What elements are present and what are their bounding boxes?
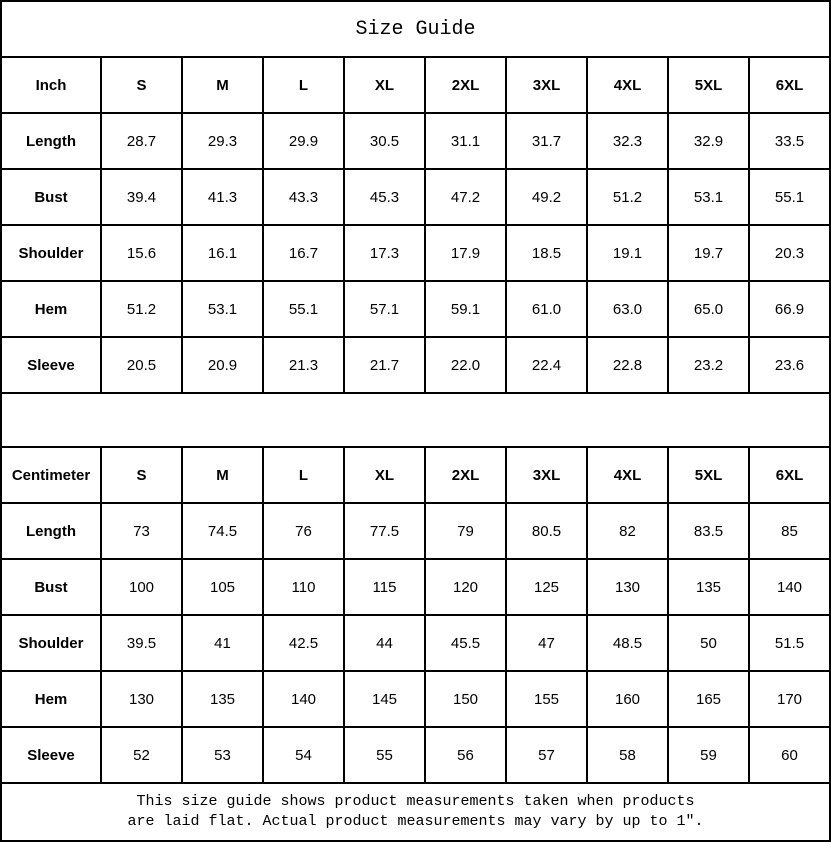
size-header-cell: S <box>101 447 182 503</box>
size-header-cell: 3XL <box>506 57 587 113</box>
size-value-cell: 21.7 <box>344 337 425 393</box>
size-value-cell: 30.5 <box>344 113 425 169</box>
size-value-cell: 130 <box>587 559 668 615</box>
row-label-cell: Bust <box>1 169 101 225</box>
size-value-cell: 19.7 <box>668 225 749 281</box>
centimeter-size-table <box>0 446 831 784</box>
size-value-cell: 51.2 <box>101 281 182 337</box>
size-value-cell: 32.9 <box>668 113 749 169</box>
size-header-cell: 6XL <box>749 57 830 113</box>
size-header-cell: 4XL <box>587 57 668 113</box>
row-label-cell: Bust <box>1 559 101 615</box>
size-value-cell: 16.7 <box>263 225 344 281</box>
table-row-sleeve <box>1 727 830 783</box>
row-label-cell: Hem <box>1 671 101 727</box>
size-value-cell: 45.5 <box>425 615 506 671</box>
size-value-cell: 135 <box>668 559 749 615</box>
table-spacer <box>0 394 831 446</box>
size-value-cell: 52 <box>101 727 182 783</box>
size-value-cell: 60 <box>749 727 830 783</box>
size-value-cell: 55.1 <box>263 281 344 337</box>
size-header-cell: M <box>182 57 263 113</box>
size-value-cell: 17.9 <box>425 225 506 281</box>
size-value-cell: 31.1 <box>425 113 506 169</box>
size-header-cell: 2XL <box>425 57 506 113</box>
footer-note <box>0 784 831 842</box>
footer-note-line1: This size guide shows product measurements taken when products <box>136 793 695 810</box>
table-row-length <box>1 503 830 559</box>
size-header-cell: 5XL <box>668 57 749 113</box>
row-label-cell: Sleeve <box>1 727 101 783</box>
row-label-cell: Shoulder <box>1 615 101 671</box>
size-value-cell: 31.7 <box>506 113 587 169</box>
size-value-cell: 32.3 <box>587 113 668 169</box>
size-value-cell: 29.3 <box>182 113 263 169</box>
size-value-cell: 160 <box>587 671 668 727</box>
size-value-cell: 39.5 <box>101 615 182 671</box>
size-value-cell: 59 <box>668 727 749 783</box>
table-row-shoulder <box>1 615 830 671</box>
size-value-cell: 22.4 <box>506 337 587 393</box>
size-value-cell: 120 <box>425 559 506 615</box>
size-value-cell: 165 <box>668 671 749 727</box>
size-value-cell: 61.0 <box>506 281 587 337</box>
size-value-cell: 130 <box>101 671 182 727</box>
size-value-cell: 150 <box>425 671 506 727</box>
size-value-cell: 23.6 <box>749 337 830 393</box>
size-value-cell: 39.4 <box>101 169 182 225</box>
size-value-cell: 53 <box>182 727 263 783</box>
size-header-cell: XL <box>344 57 425 113</box>
size-value-cell: 44 <box>344 615 425 671</box>
size-value-cell: 80.5 <box>506 503 587 559</box>
size-value-cell: 170 <box>749 671 830 727</box>
size-value-cell: 20.5 <box>101 337 182 393</box>
size-header-cell: L <box>263 57 344 113</box>
size-value-cell: 65.0 <box>668 281 749 337</box>
size-header-cell: 6XL <box>749 447 830 503</box>
size-value-cell: 50 <box>668 615 749 671</box>
size-value-cell: 76 <box>263 503 344 559</box>
row-label-cell: Length <box>1 113 101 169</box>
size-value-cell: 20.9 <box>182 337 263 393</box>
size-value-cell: 18.5 <box>506 225 587 281</box>
size-value-cell: 47 <box>506 615 587 671</box>
page-title: Size Guide <box>0 0 831 56</box>
size-value-cell: 20.3 <box>749 225 830 281</box>
size-header-cell: 3XL <box>506 447 587 503</box>
size-value-cell: 77.5 <box>344 503 425 559</box>
size-header-cell: 5XL <box>668 447 749 503</box>
size-value-cell: 57.1 <box>344 281 425 337</box>
row-label-cell: Sleeve <box>1 337 101 393</box>
size-header-cell: 4XL <box>587 447 668 503</box>
row-label-cell: Hem <box>1 281 101 337</box>
table-row-bust <box>1 559 830 615</box>
size-value-cell: 41.3 <box>182 169 263 225</box>
size-value-cell: 56 <box>425 727 506 783</box>
table-row-hem <box>1 281 830 337</box>
size-value-cell: 140 <box>263 671 344 727</box>
size-value-cell: 82 <box>587 503 668 559</box>
size-value-cell: 49.2 <box>506 169 587 225</box>
size-header-cell: XL <box>344 447 425 503</box>
size-value-cell: 19.1 <box>587 225 668 281</box>
size-value-cell: 59.1 <box>425 281 506 337</box>
size-value-cell: 41 <box>182 615 263 671</box>
table-row-hem <box>1 671 830 727</box>
size-value-cell: 125 <box>506 559 587 615</box>
size-value-cell: 28.7 <box>101 113 182 169</box>
size-value-cell: 22.8 <box>587 337 668 393</box>
unit-header-cell: Inch <box>1 57 101 113</box>
size-value-cell: 42.5 <box>263 615 344 671</box>
table-row-sleeve <box>1 337 830 393</box>
size-value-cell: 74.5 <box>182 503 263 559</box>
size-value-cell: 73 <box>101 503 182 559</box>
table-row-length <box>1 113 830 169</box>
inch-size-table <box>0 56 831 394</box>
size-value-cell: 57 <box>506 727 587 783</box>
size-value-cell: 135 <box>182 671 263 727</box>
size-value-cell: 140 <box>749 559 830 615</box>
size-value-cell: 23.2 <box>668 337 749 393</box>
size-value-cell: 53.1 <box>668 169 749 225</box>
size-value-cell: 105 <box>182 559 263 615</box>
size-value-cell: 85 <box>749 503 830 559</box>
footer-note-line2: are laid flat. Actual product measurements may vary by up to 1″. <box>127 813 704 830</box>
centimeter-header-row <box>1 447 830 503</box>
size-value-cell: 45.3 <box>344 169 425 225</box>
size-value-cell: 51.5 <box>749 615 830 671</box>
row-label-cell: Shoulder <box>1 225 101 281</box>
size-value-cell: 100 <box>101 559 182 615</box>
size-value-cell: 145 <box>344 671 425 727</box>
size-value-cell: 83.5 <box>668 503 749 559</box>
size-value-cell: 54 <box>263 727 344 783</box>
table-row-bust <box>1 169 830 225</box>
size-value-cell: 66.9 <box>749 281 830 337</box>
size-value-cell: 155 <box>506 671 587 727</box>
size-value-cell: 55 <box>344 727 425 783</box>
size-value-cell: 17.3 <box>344 225 425 281</box>
size-value-cell: 16.1 <box>182 225 263 281</box>
size-value-cell: 43.3 <box>263 169 344 225</box>
unit-header-cell: Centimeter <box>1 447 101 503</box>
size-value-cell: 58 <box>587 727 668 783</box>
size-value-cell: 55.1 <box>749 169 830 225</box>
size-value-cell: 29.9 <box>263 113 344 169</box>
size-header-cell: S <box>101 57 182 113</box>
size-value-cell: 22.0 <box>425 337 506 393</box>
inch-header-row <box>1 57 830 113</box>
size-value-cell: 21.3 <box>263 337 344 393</box>
size-value-cell: 33.5 <box>749 113 830 169</box>
row-label-cell: Length <box>1 503 101 559</box>
size-header-cell: M <box>182 447 263 503</box>
size-value-cell: 115 <box>344 559 425 615</box>
size-value-cell: 15.6 <box>101 225 182 281</box>
size-value-cell: 79 <box>425 503 506 559</box>
table-row-shoulder <box>1 225 830 281</box>
size-header-cell: 2XL <box>425 447 506 503</box>
size-value-cell: 48.5 <box>587 615 668 671</box>
size-value-cell: 51.2 <box>587 169 668 225</box>
size-value-cell: 47.2 <box>425 169 506 225</box>
size-header-cell: L <box>263 447 344 503</box>
size-value-cell: 110 <box>263 559 344 615</box>
size-value-cell: 53.1 <box>182 281 263 337</box>
size-value-cell: 63.0 <box>587 281 668 337</box>
